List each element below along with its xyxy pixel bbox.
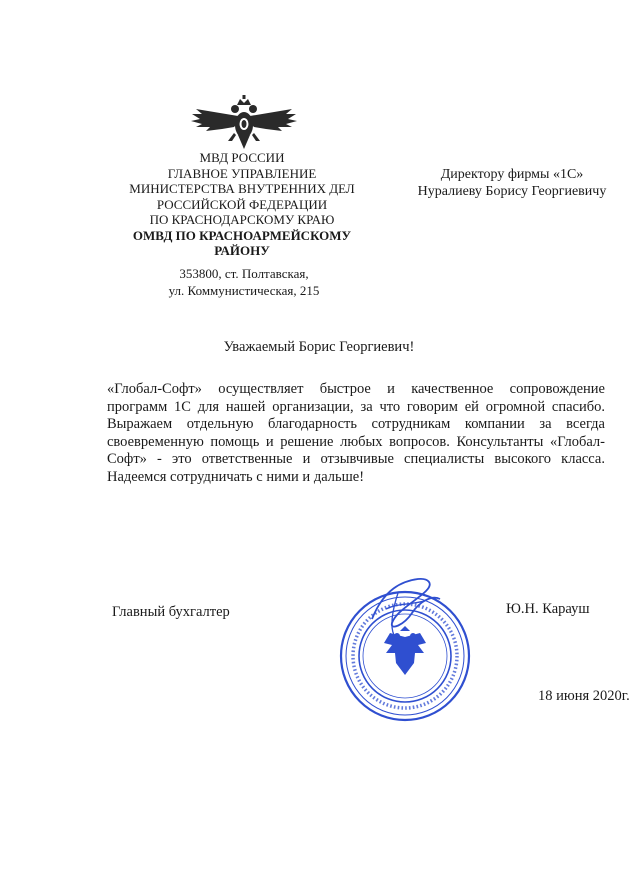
recipient-line: Директору фирмы «1С» <box>440 167 584 182</box>
salutation: Уважаемый Борис Георгиевич! <box>223 339 415 355</box>
sender-address <box>156 265 332 299</box>
letter-body <box>107 381 605 486</box>
letterhead-line: ГЛАВНОЕ УПРАВЛЕНИЕ <box>167 165 317 181</box>
official-stamp-icon <box>332 571 480 723</box>
sender-block <box>116 150 368 259</box>
recipient-line: Нуралиеву Борису Георгиевичу <box>417 184 607 199</box>
signer-name: Ю.Н. Карауш <box>506 601 590 617</box>
letter-date: 18 июня 2020г. <box>538 688 630 704</box>
sender-unit-line: РАЙОНУ <box>214 243 270 258</box>
recipient-block <box>402 166 622 200</box>
eagle-emblem-icon <box>188 95 300 151</box>
body-paragraph: «Глобал-Софт» осуществляет быстрое и качественное сопровождение программ 1С для нашей организации, за что говорим ей огромной спасибо. Выражаем отдельную благодарность сотрудникам компании за всегда своевременную помощь и решение любых вопросов. Консультанты «Глобал-Софт» - это ответственные и отзывчивые специалисты высокого класса. Надеемся сотрудничать с ними и дальше! <box>107 381 605 485</box>
letterhead-line: МИНИСТЕРСТВА ВНУТРЕННИХ ДЕЛ <box>129 181 355 196</box>
address-line: 353800, ст. Полтавская, <box>179 266 309 281</box>
letterhead-line: ПО КРАСНОДАРСКОМУ КРАЮ <box>149 212 335 227</box>
address-line: ул. Коммунистическая, 215 <box>168 283 320 298</box>
letterhead-line: МВД РОССИИ <box>199 150 285 165</box>
signer-title: Главный бухгалтер <box>112 604 230 620</box>
letterhead-line: РОССИЙСКОЙ ФЕДЕРАЦИИ <box>156 196 328 212</box>
sender-unit-line: ОМВД ПО КРАСНОАРМЕЙСКОМУ <box>132 227 352 243</box>
